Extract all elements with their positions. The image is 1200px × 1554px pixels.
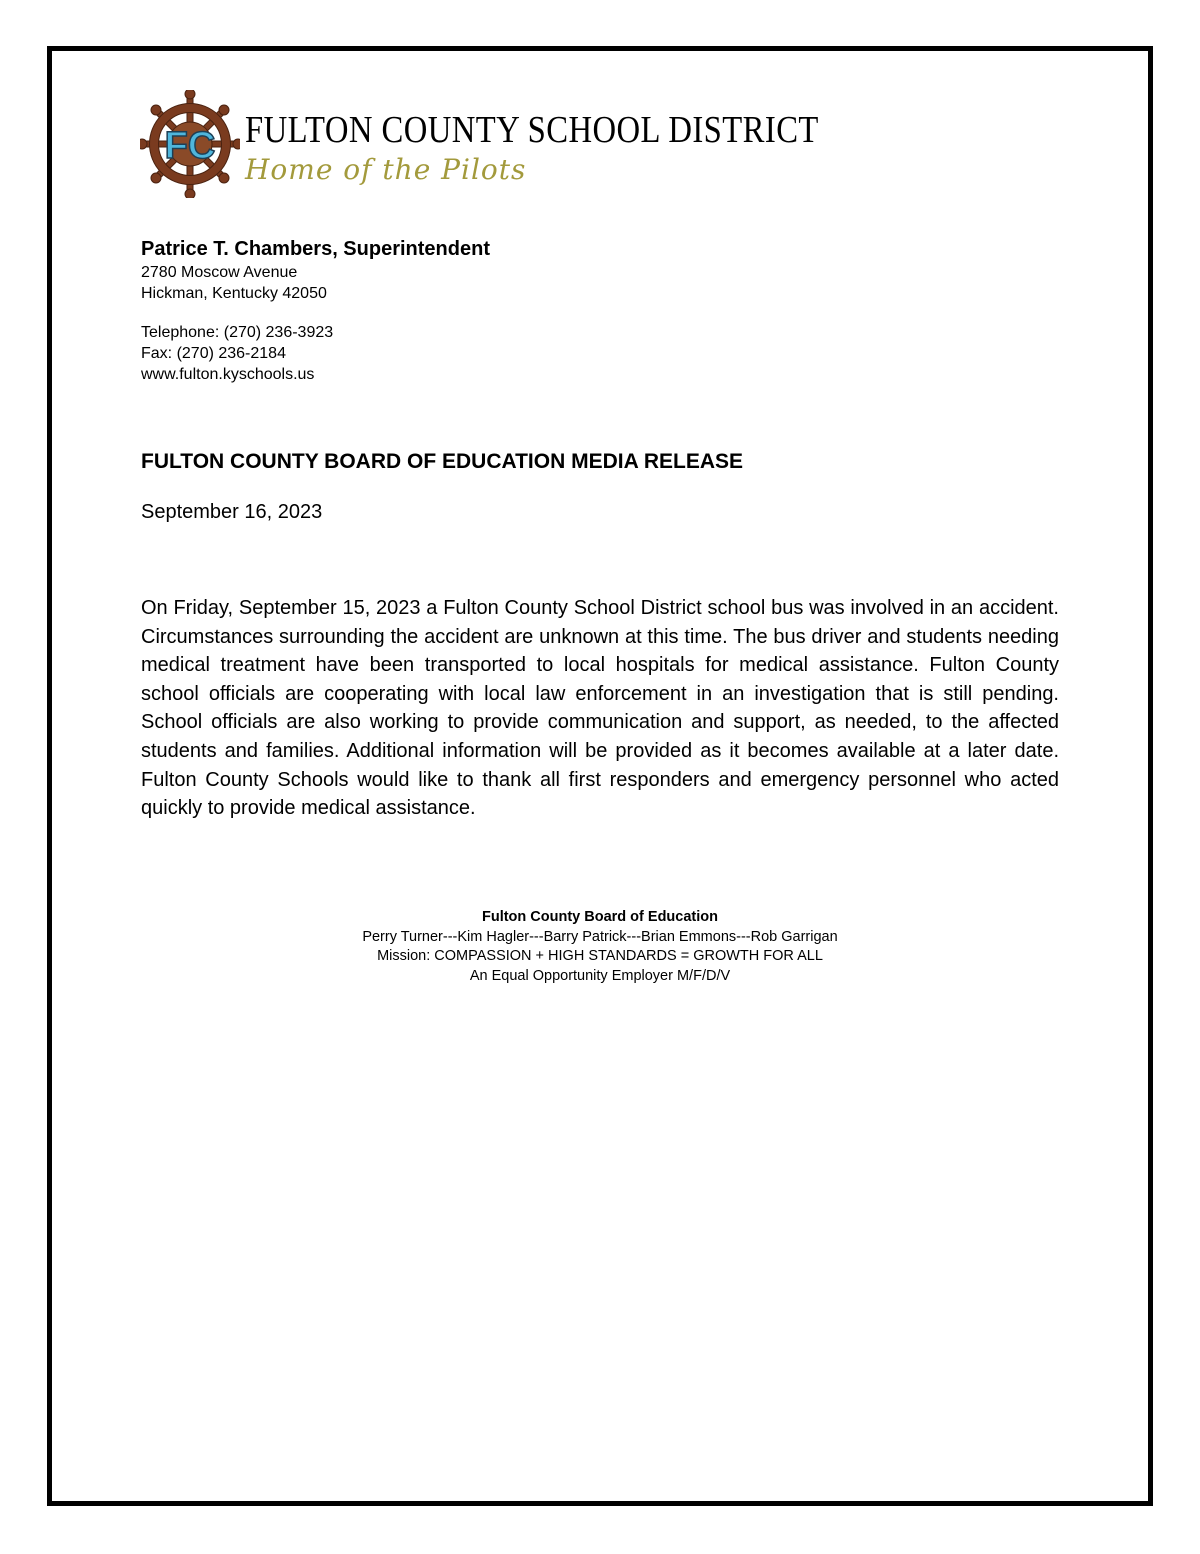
equal-opportunity-statement: An Equal Opportunity Employer M/F/D/V <box>469 967 731 984</box>
contact-block <box>141 236 490 385</box>
release-date: September 16, 2023 <box>141 501 323 523</box>
district-name: FULTON COUNTY SCHOOL DISTRICT <box>245 109 819 151</box>
address-line-2: Hickman, Kentucky 42050 <box>141 285 327 302</box>
board-title: Fulton County Board of Education <box>481 909 718 925</box>
telephone-number: Telephone: (270) 236-3923 <box>141 324 334 341</box>
website-link[interactable]: www.fulton.kyschools.us <box>141 366 315 383</box>
board-members: Perry Turner---Kim Hagler---Barry Patrick---Brian Emmons---Rob Garrigan <box>362 928 838 945</box>
mission-statement: Mission: COMPASSION + HIGH STANDARDS = GROWTH FOR ALL <box>377 948 823 964</box>
district-tagline: Home of the Pilots <box>245 153 527 186</box>
ships-wheel-logo <box>140 90 240 198</box>
release-title: FULTON COUNTY BOARD OF EDUCATION MEDIA RELEASE <box>141 450 744 473</box>
superintendent-name: Patrice T. Chambers, Superintendent <box>141 238 490 260</box>
fax-number: Fax: (270) 236-2184 <box>141 345 286 362</box>
logo-letters: FC <box>164 125 216 167</box>
release-body: On Friday, September 15, 2023 a Fulton County School District school bus was involved in an accident. Circumstances surrounding the accident are unknown at this time. The bus driver and students needing medical treatment have been transported to local hospitals for medical assistance. Fulton County school officials are cooperating with local law enforcement in an investigation that is still pending. School officials are also working to provide communication and support, as needed, to the affected students and families. Additional information will be provided as it becomes available at a later date. Fulton County Schools would like to thank all first responders and emergency personnel who acted quickly to provide medical assistance. <box>141 597 1059 820</box>
footer-block <box>200 908 1000 986</box>
address-line-1: 2780 Moscow Avenue <box>141 264 298 281</box>
